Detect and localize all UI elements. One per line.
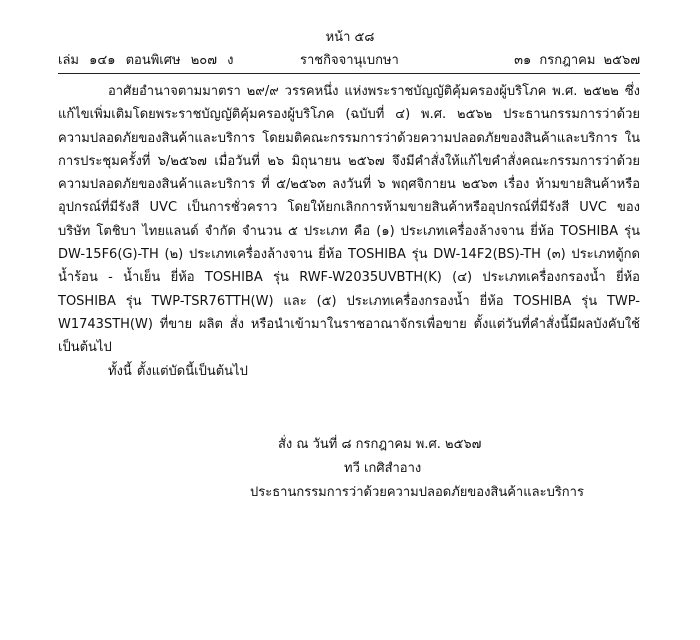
order-body: [58, 80, 640, 383]
header-volume-issue: เล่ม ๑๔๑ ตอนพิเศษ ๒๐๗ ง: [58, 53, 234, 68]
header-date: ๓๑ กรกฎาคม ๒๕๖๗: [514, 53, 640, 68]
signer-name: ทวี เกศิสำอาง: [344, 461, 422, 476]
header-divider: [58, 73, 640, 74]
signer-title: ประธานกรรมการว่าด้วยความปลอดภัยของสินค้าและบริการ: [250, 485, 584, 500]
order-paragraph-main: อาศัยอำนาจตามมาตรา ๒๙/๙ วรรคหนึ่ง แห่งพระราชบัญญัติคุ้มครองผู้บริโภค พ.ศ. ๒๕๒๒ ซึ่งแก้ไขเพิ่มเติมโดยพระราชบัญญัติคุ้มครองผู้บริโภค (ฉบับที่ ๔) พ.ศ. ๒๕๖๒ ประธานกรรมการว่าด้วยความปลอดภัยของสินค้าและบริการ โดยมติคณะกรรมการว่าด้วยความปลอดภัยของสินค้าและบริการ ในการประชุมครั้งที่ ๖/๒๕๖๗ เมื่อวันที่ ๒๖ มิถุนายน ๒๕๖๗ จึงมีคำสั่งให้แก้ไขคำสั่งคณะกรรมการว่าด้วยความปลอดภัยของสินค้าและบริการ ที่ ๕/๒๕๖๓ ลงวันที่ ๖ พฤศจิกายน ๒๕๖๓ เรื่อง ห้ามขายสินค้าหรืออุปกรณ์ที่มีรังสี UVC เป็นการชั่วคราว โดยให้ยกเลิกการห้ามขายสินค้าหรืออุปกรณ์ที่มีรังสี UVC ของบริษัท โตชิบา ไทยแลนด์ จำกัด จำนวน ๕ ประเภท คือ (๑) ประเภทเครื่องล้างจาน ยี่ห้อ TOSHIBA รุ่น DW-15F6(G)-TH (๒) ประเภทเครื่องล้างจาน ยี่ห้อ TOSHIBA รุ่น DW-14F2(BS)-TH (๓) ประเภทตู้กดน้ำร้อน - น้ำเย็น ยี่ห้อ TOSHIBA รุ่น RWF-W2035UVBTH(K) (๔) ประเภทเครื่องกรองน้ำ ยี่ห้อ TOSHIBA รุ่น TWP-TSR76TTH(W) และ (๕) ประเภทเครื่องกรองน้ำ ยี่ห้อ TOSHIBA รุ่น TWP-W1743STH(W) ที่ขาย ผลิต สั่ง หรือนำเข้ามาในราชอาณาจักรเพื่อขาย ตั้งแต่วันที่คำสั่งนี้มีผลบังคับใช้เป็นต้นไป: [58, 84, 640, 356]
order-paragraph-effective: ทั้งนี้ ตั้งแต่บัดนี้เป็นต้นไป: [108, 363, 248, 379]
header-publication-title: ราชกิจจานุเบกษา: [300, 53, 399, 68]
page-number: หน้า ๕๘: [325, 30, 375, 45]
signature-date: สั่ง ณ วันที่ ๘ กรกฎาคม พ.ศ. ๒๕๖๗: [278, 437, 482, 452]
running-header: [58, 52, 640, 70]
